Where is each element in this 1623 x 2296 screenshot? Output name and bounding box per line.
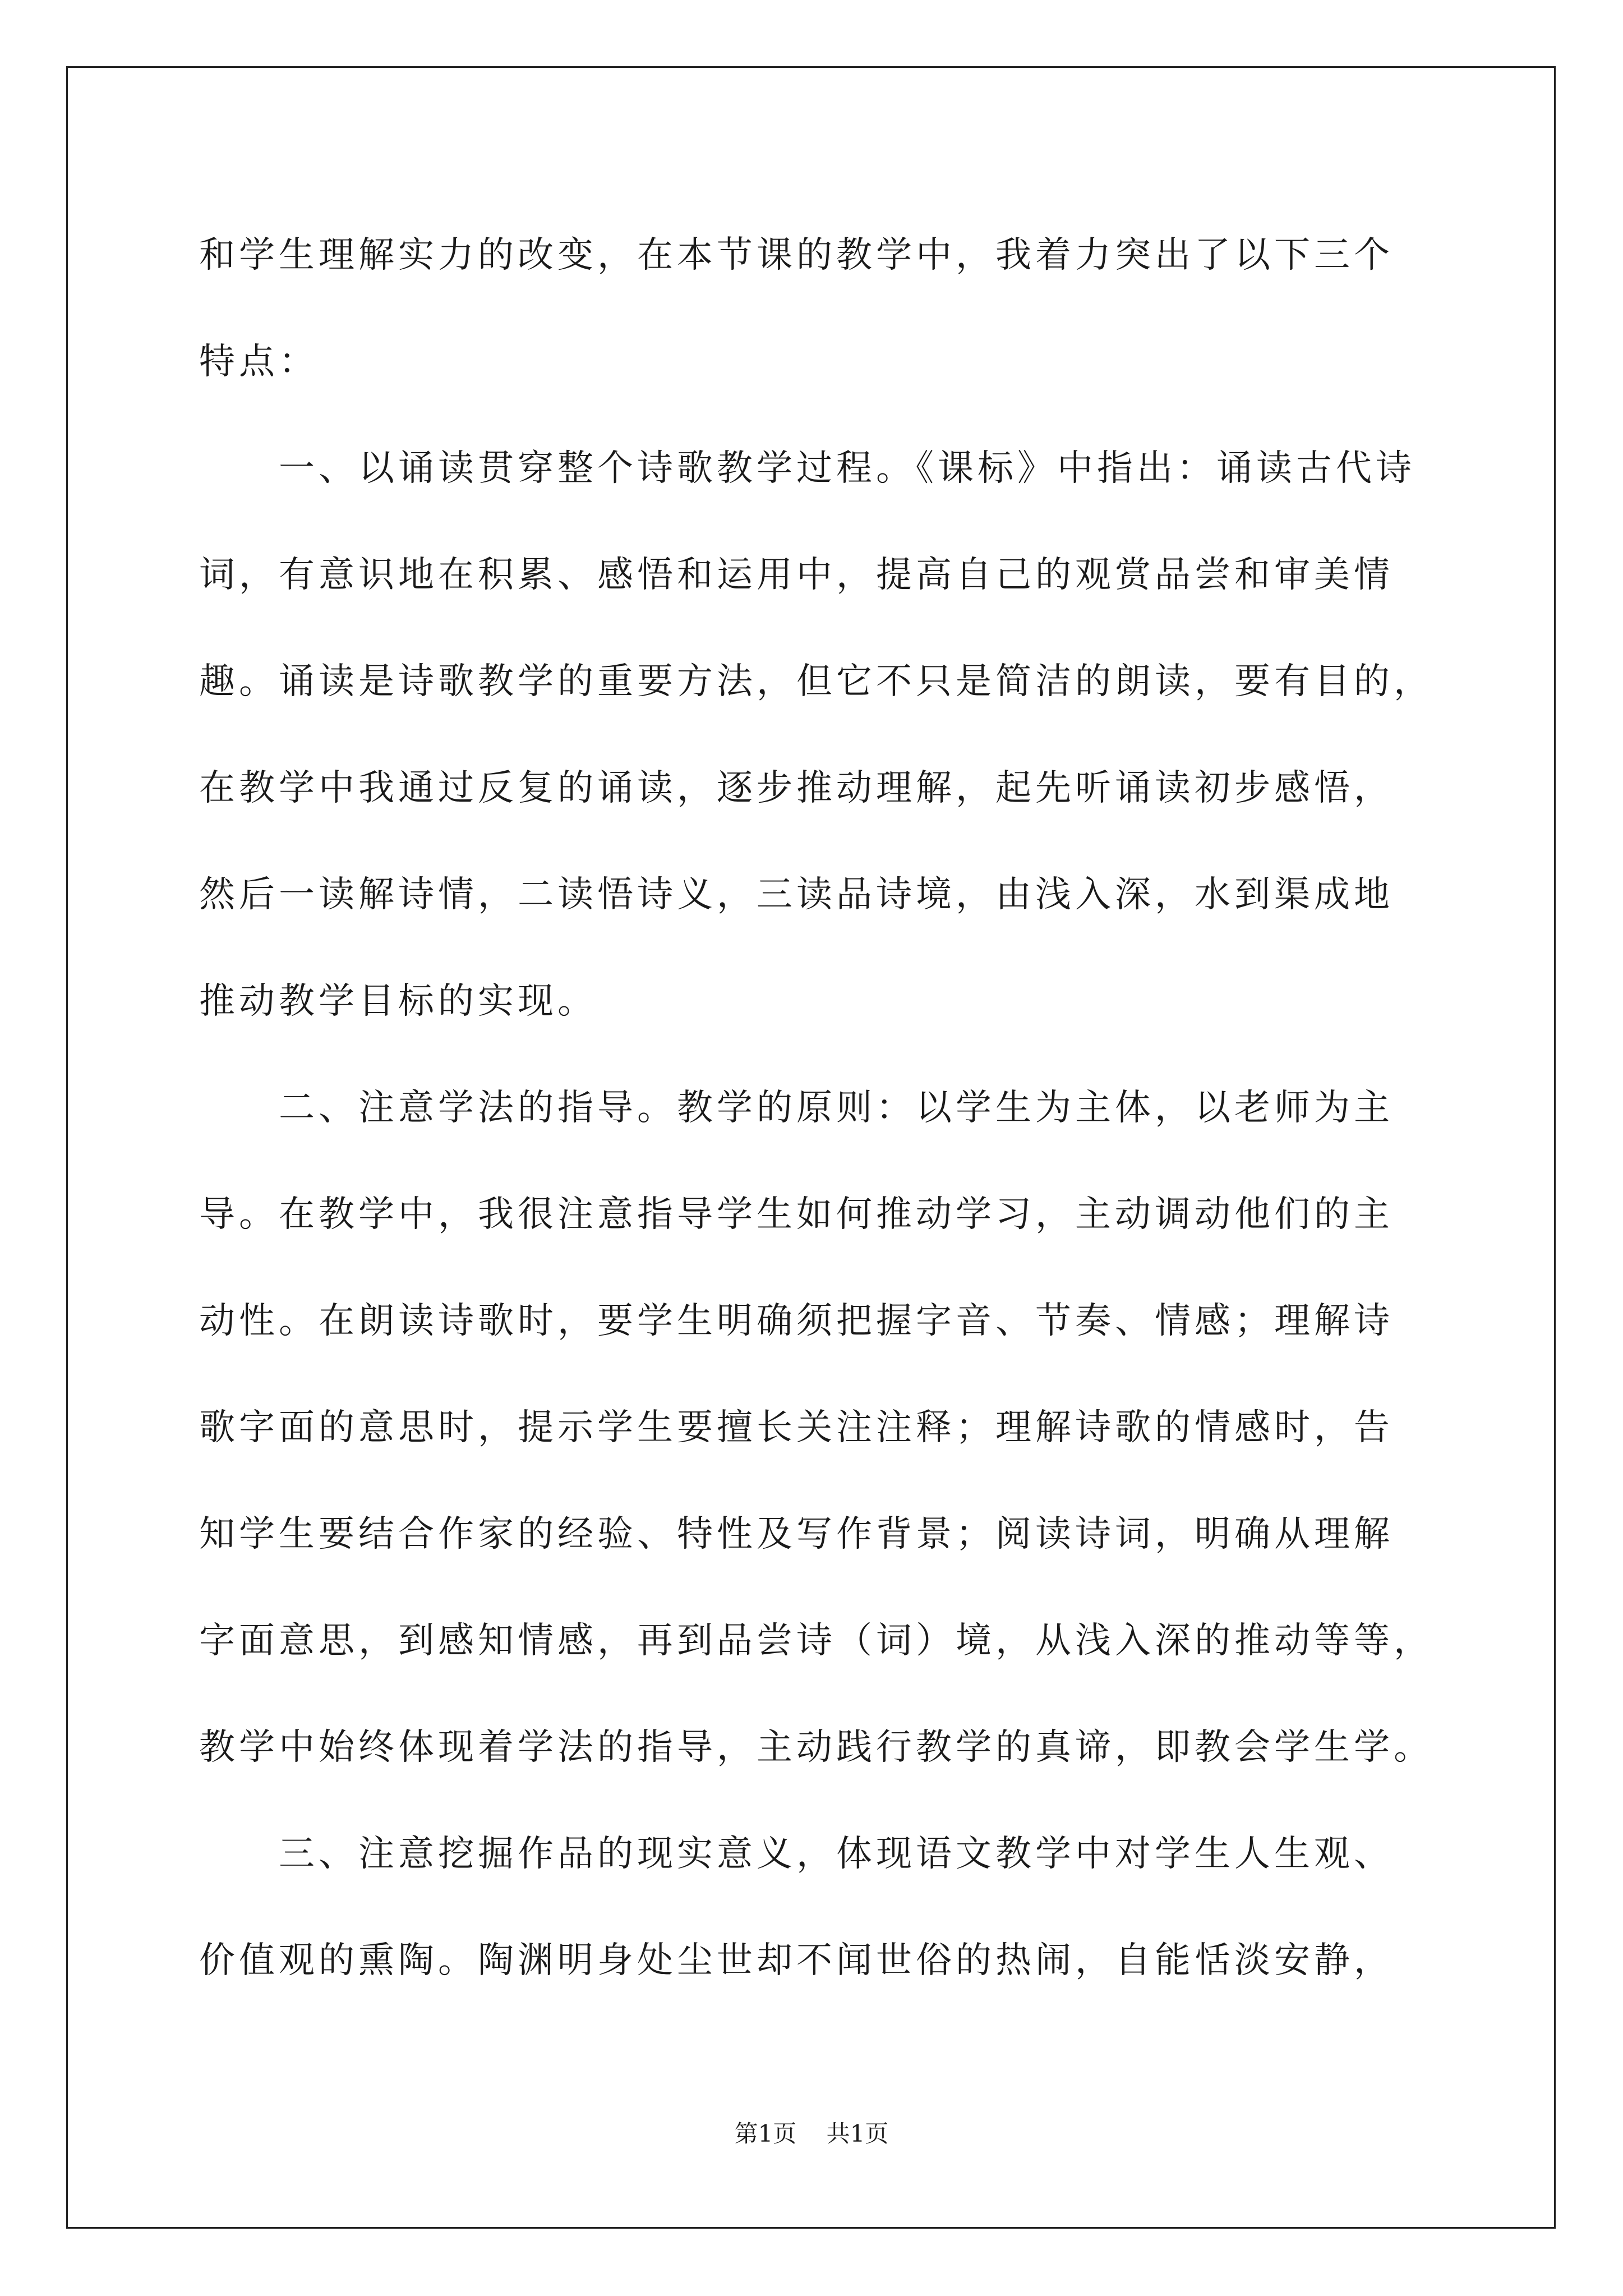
- text-line-6: 在教学中我通过反复的诵读，逐步推动理解，起先听诵读初步感悟，: [199, 767, 1394, 809]
- page-footer: 第1页 共1页: [734, 2120, 889, 2147]
- text-line-13: 知学生要结合作家的经验、特性及写作背景；阅读诗词，明确从理解: [199, 1513, 1394, 1555]
- text-line-15: 教学中始终体现着学法的指导，主动践行教学的真谛，即教会学生学。: [199, 1727, 1433, 1768]
- text-line-17: 价值观的熏陶。陶渊明身处尘世却不闻世俗的热闹，自能恬淡安静，: [199, 1940, 1394, 1981]
- text-line-11: 动性。在朗读诗歌时，要学生明确须把握字音、节奏、情感；理解诗: [199, 1300, 1394, 1342]
- paragraph-two-start: 二、注意学法的指导。教学的原则：以学生为主体，以老师为主: [279, 1087, 1394, 1129]
- text-line-2: 特点：: [199, 341, 319, 383]
- text-line-7: 然后一读解诗情，二读悟诗义，三读品诗境，由浅入深，水到渠成地: [199, 874, 1394, 915]
- paragraph-three-start: 三、注意挖掘作品的现实意义，体现语文教学中对学生人生观、: [279, 1833, 1394, 1875]
- text-line-10: 导。在教学中，我很注意指导学生如何推动学习，主动调动他们的主: [199, 1194, 1394, 1235]
- text-line-8: 推动教学目标的实现。: [199, 981, 597, 1022]
- text-line-12: 歌字面的意思时，提示学生要擅长关注注释；理解诗歌的情感时，告: [199, 1407, 1394, 1448]
- text-line-14: 字面意思，到感知情感，再到品尝诗（词）境，从浅入深的推动等等，: [199, 1620, 1433, 1662]
- paragraph-one-start: 一、以诵读贯穿整个诗歌教学过程。《课标》中指出：诵读古代诗: [279, 448, 1415, 489]
- document-body: [199, 202, 1438, 2014]
- text-line-1: 和学生理解实力的改变，在本节课的教学中，我着力突出了以下三个: [199, 234, 1394, 276]
- text-line-4: 词，有意识地在积累、感悟和运用中，提高自己的观赏品尝和审美情: [199, 554, 1394, 596]
- text-line-5: 趣。诵读是诗歌教学的重要方法，但它不只是简洁的朗读，要有目的，: [199, 661, 1433, 702]
